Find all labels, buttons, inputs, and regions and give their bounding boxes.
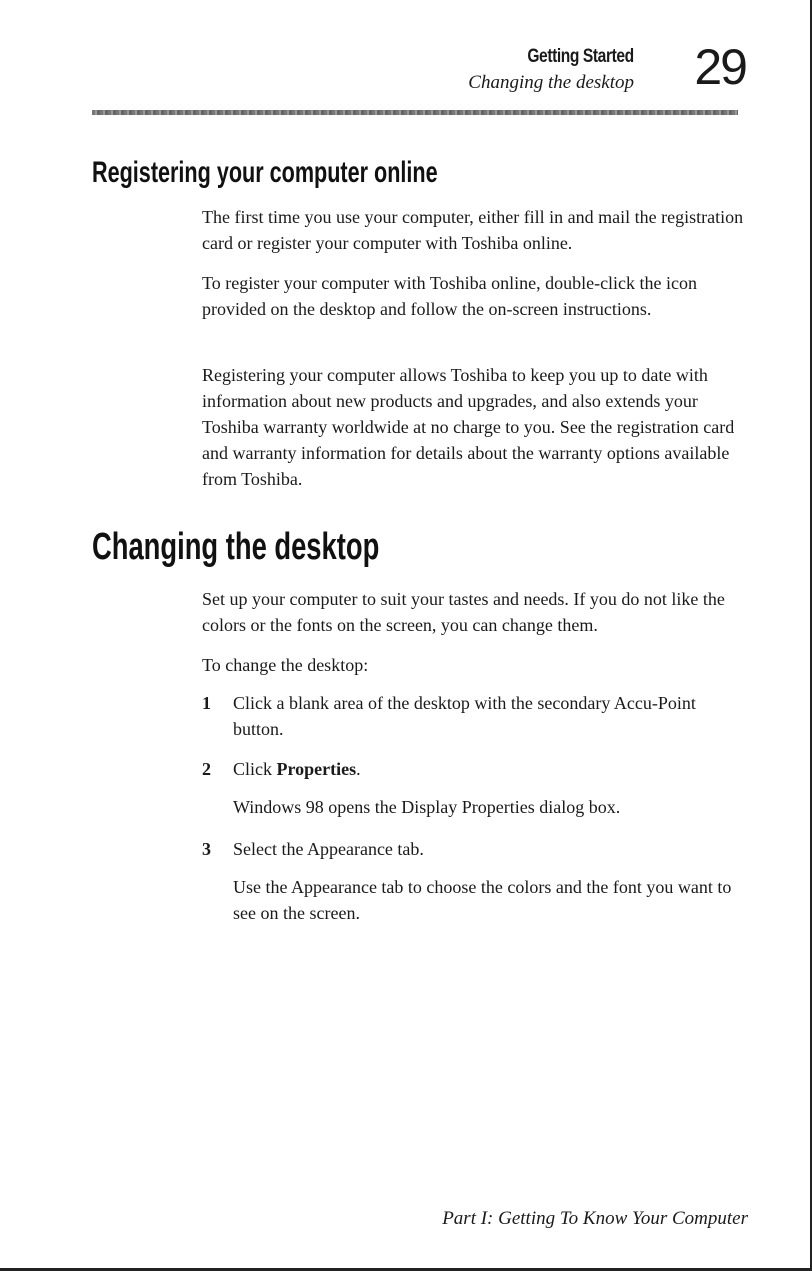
step-number: 1: [202, 693, 211, 713]
step-number: 2: [202, 759, 211, 779]
running-header-section: Changing the desktop: [468, 72, 634, 93]
page-number: 29: [694, 39, 746, 95]
running-header-chapter: Getting Started: [527, 46, 634, 67]
step-note: Use the Appearance tab to choose the colors and the font you want to see on the screen.: [233, 877, 732, 923]
step-note: Windows 98 opens the Display Properties dialog box.: [233, 797, 621, 817]
paragraph: Set up your computer to suit your tastes and needs. If you do not like the colors or the fonts on the screen, you can change them.: [202, 589, 725, 635]
step-text: Click a blank area of the desktop with the secondary Accu-Point button.: [233, 693, 696, 739]
section-title-changing-desktop: Changing the desktop: [92, 526, 380, 568]
section-title-registering: Registering your computer online: [92, 156, 438, 189]
paragraph: Registering your computer allows Toshiba to keep you up to date with information about new products and upgrades, and also extends your Toshiba warranty worldwide at no charge to you. See the registration card and warranty information for details about the warranty options available from Toshiba.: [202, 365, 735, 489]
paragraph: To change the desktop:: [202, 655, 369, 675]
paragraph: To register your computer with Toshiba online, double-click the icon provided on the desktop and follow the on-screen instructions.: [202, 273, 698, 319]
step-number: 3: [202, 839, 211, 859]
header-rule: [92, 110, 738, 115]
step-text: [233, 756, 733, 782]
paragraph: The first time you use your computer, either fill in and mail the registration card or register your computer with Toshiba online.: [202, 207, 744, 253]
step-text: Select the Appearance tab.: [233, 839, 424, 859]
step-text-suffix: .: [356, 759, 361, 779]
running-footer: Part I: Getting To Know Your Computer: [442, 1208, 748, 1229]
step-text-prefix: Click: [233, 759, 277, 779]
ui-term-properties: Properties: [276, 759, 357, 779]
